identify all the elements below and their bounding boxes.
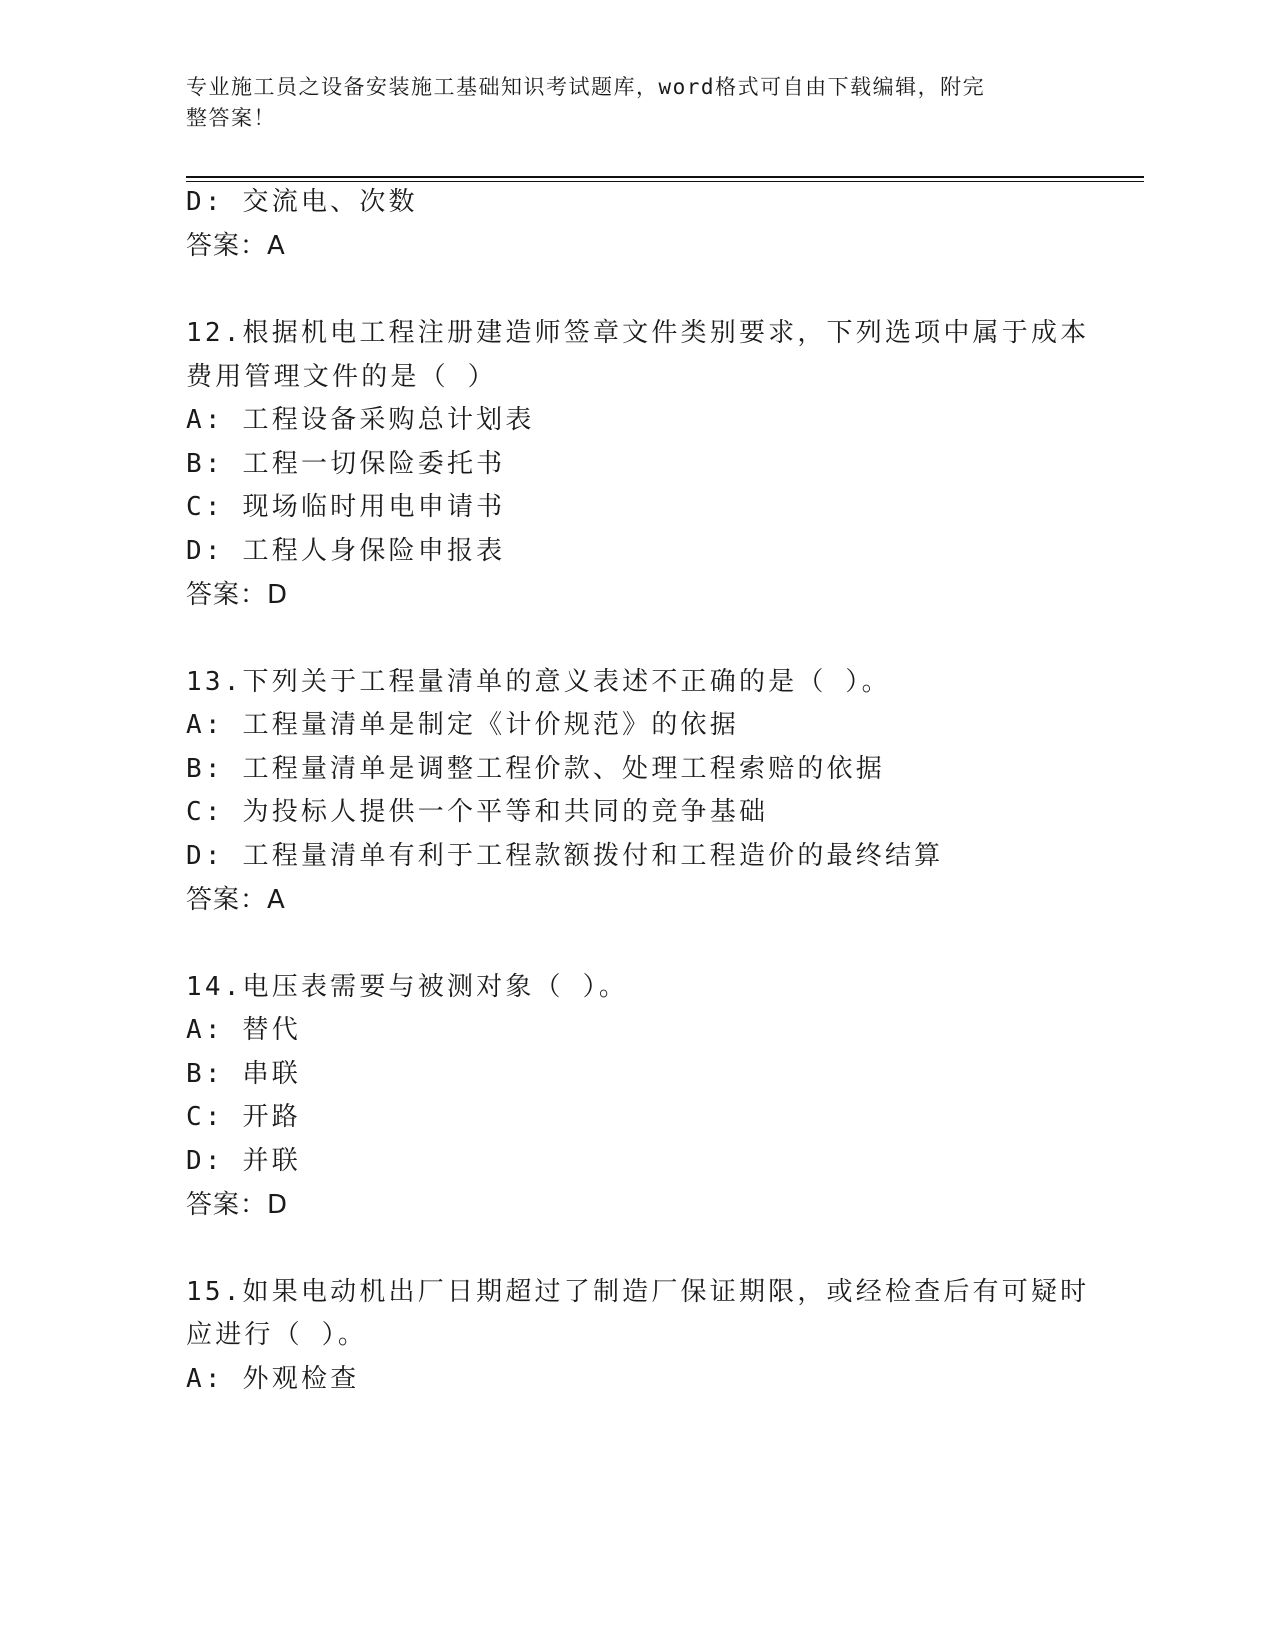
option-d: D: 交流电、次数: [186, 187, 418, 217]
header-divider-thin: [186, 181, 1144, 182]
header-divider-thick: [186, 176, 1144, 178]
question-13-answer: 答案：A: [186, 885, 286, 915]
answer-line: 答案：A: [186, 231, 286, 261]
question-15-stem-line-1: 15.如果电动机出厂日期超过了制造厂保证期限，或经检查后有可疑时: [186, 1277, 1090, 1307]
question-15-option-a: A: 外观检查: [186, 1364, 360, 1394]
header-line-2: 整答案！: [186, 106, 276, 130]
document-header: [186, 72, 1066, 134]
question-14-stem: 14.电压表需要与被测对象（ ）。: [186, 972, 629, 1002]
question-12-stem-line-1: 12.根据机电工程注册建造师签章文件类别要求，下列选项中属于成本: [186, 318, 1090, 348]
question-13-option-c: C: 为投标人提供一个平等和共同的竞争基础: [186, 797, 769, 827]
header-line-1: 专业施工员之设备安装施工基础知识考试题库，word格式可自由下载编辑，附完: [186, 75, 986, 99]
question-12-option-d: D: 工程人身保险申报表: [186, 536, 506, 566]
question-12-answer: 答案：D: [186, 580, 289, 610]
question-13-option-b: B: 工程量清单是调整工程价款、处理工程索赔的依据: [186, 754, 885, 784]
question-13-option-a: A: 工程量清单是制定《计价规范》的依据: [186, 710, 739, 740]
question-12-stem-line-2: 费用管理文件的是（ ）: [186, 362, 497, 392]
question-12-option-c: C: 现场临时用电申请书: [186, 492, 506, 522]
question-14-answer: 答案：D: [186, 1190, 289, 1220]
question-14-option-b: B: 串联: [186, 1059, 301, 1089]
question-14-option-d: D: 并联: [186, 1146, 301, 1176]
question-14-option-a: A: 替代: [186, 1015, 301, 1045]
question-13-option-d: D: 工程量清单有利于工程款额拨付和工程造价的最终结算: [186, 841, 944, 871]
question-12-option-b: B: 工程一切保险委托书: [186, 449, 506, 479]
question-15-stem-line-2: 应进行（ ）。: [186, 1320, 368, 1350]
question-14-option-c: C: 开路: [186, 1102, 301, 1132]
question-13-stem: 13.下列关于工程量清单的意义表述不正确的是（ ）。: [186, 667, 891, 697]
question-12-option-a: A: 工程设备采购总计划表: [186, 405, 535, 435]
